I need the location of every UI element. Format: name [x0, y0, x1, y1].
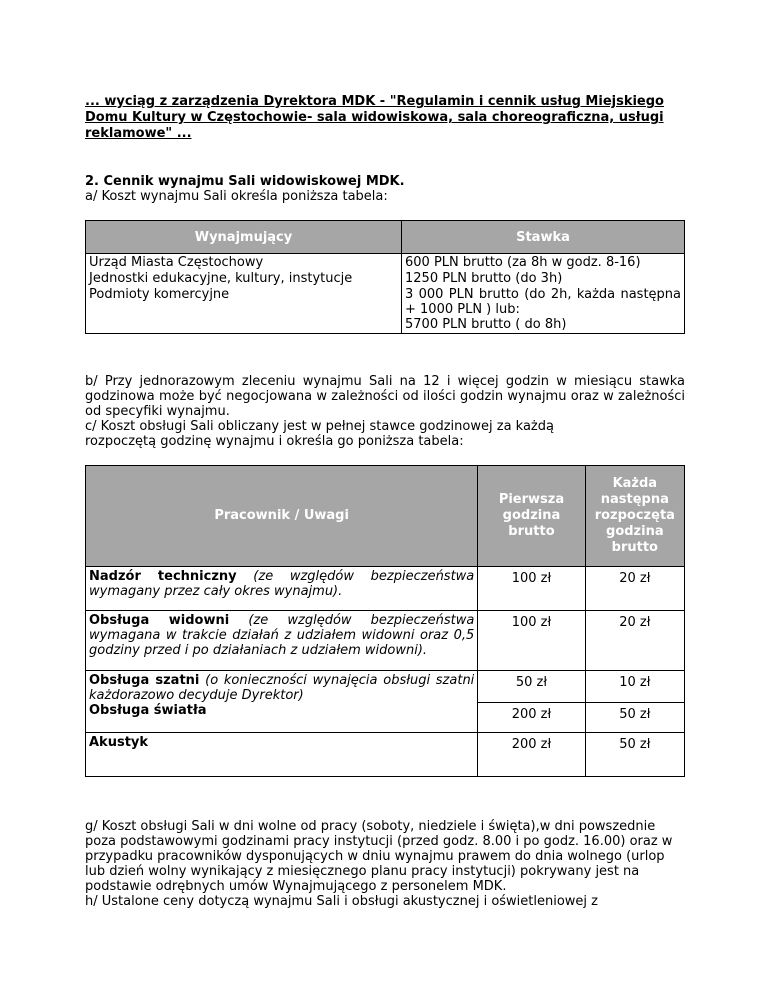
- document-header: ... wyciąg z zarządzenia Dyrektora MDK - "Regulamin i cennik usług Miejskiego Domu Kultury w Częstochowie- sala widowiskowa, sala choreograficzna, usługi reklamowe" ...: [85, 94, 664, 141]
- table-row: Akustyk: [86, 733, 478, 777]
- first-hour-cell: 200 zł: [478, 703, 585, 733]
- table-header-rate: Stawka: [402, 221, 685, 254]
- first-hour-cell: 50 zł: [478, 671, 585, 703]
- paragraph-g: g/ Koszt obsługi Sali w dni wolne od pracy (soboty, niedziele i święta),w dni powszednie poza podstawowymi godzinami pracy instytucji (przed godz. 8.00 i po godz. 16.00) oraz w przypadku pracowników dysponujących w dniu wynajmu prawem do dnia wolnego (urlop lub dzień wolny wynikający z miesięcznego planu pracy instytucji) pokrywany jest na podstawie odrębnych umów Wynajmującego z personelem MDK.: [85, 819, 673, 894]
- rate-cell: 600 PLN brutto (za 8h w godz. 8-16): [402, 254, 685, 272]
- renter-cell: Jednostki edukacyjne, kultury, instytucje: [86, 271, 402, 286]
- service-cost-table: [85, 465, 685, 777]
- rental-price-table: [85, 220, 685, 334]
- renter-cell: Urząd Miasta Częstochowy: [86, 254, 402, 272]
- table-header-renter: Wynajmujący: [86, 221, 402, 254]
- rate-cell: 3 000 PLN brutto (do 2h, każda następna + 1000 PLN ) lub: 5700 PLN brutto ( do 8h): [402, 286, 685, 334]
- paragraph-b: b/ Przy jednorazowym zleceniu wynajmu Sali na 12 i więcej godzin w miesiącu stawka godzinowa może być negocjowana w zależności od ilości godzin wynajmu oraz w zależności od specyfiki wynajmu.: [85, 374, 685, 419]
- first-hour-cell: 200 zł: [478, 733, 585, 777]
- paragraph-h: h/ Ustalone ceny dotyczą wynajmu Sali i obsługi akustycznej i oświetleniowej z: [85, 894, 598, 909]
- section-title: 2. Cennik wynajmu Sali widowiskowej MDK.: [85, 174, 405, 189]
- paragraph-c-line1: c/ Koszt obsługi Sali obliczany jest w pełnej stawce godzinowej za każdą: [85, 419, 554, 434]
- first-hour-cell: 100 zł: [478, 567, 585, 611]
- renter-cell: Podmioty komercyjne: [86, 286, 402, 334]
- next-hour-cell: 50 zł: [585, 703, 684, 733]
- next-hour-cell: 50 zł: [585, 733, 684, 777]
- table-row: Obsługa widowni (ze względów bezpieczeństwa wymagana w trakcie działań z udziałem widowni oraz 0,5 godziny przed i po działaniach z udziałem widowni).: [86, 611, 478, 671]
- rate-cell: 1250 PLN brutto (do 3h): [402, 271, 685, 286]
- table-row: Obsługa szatni (o konieczności wynajęcia obsługi szatni każdorazowo decyduje Dyrektor) Obsługa światła: [86, 671, 478, 733]
- document-page: [85, 94, 685, 909]
- paragraph-c-line2: rozpoczętą godzinę wynajmu i określa go poniższa tabela:: [85, 434, 464, 449]
- table-header-employee: Pracownik / Uwagi: [86, 466, 478, 567]
- table-header-first-hour: Pierwsza godzina brutto: [478, 466, 585, 567]
- section-intro: a/ Koszt wynajmu Sali określa poniższa tabela:: [85, 189, 388, 204]
- next-hour-cell: 20 zł: [585, 611, 684, 671]
- next-hour-cell: 10 zł: [585, 671, 684, 703]
- first-hour-cell: 100 zł: [478, 611, 585, 671]
- next-hour-cell: 20 zł: [585, 567, 684, 611]
- table-row: Nadzór techniczny (ze względów bezpieczeństwa wymagany przez cały okres wynajmu).: [86, 567, 478, 611]
- table-header-next-hour: Każda następna rozpoczęta godzina brutto: [585, 466, 684, 567]
